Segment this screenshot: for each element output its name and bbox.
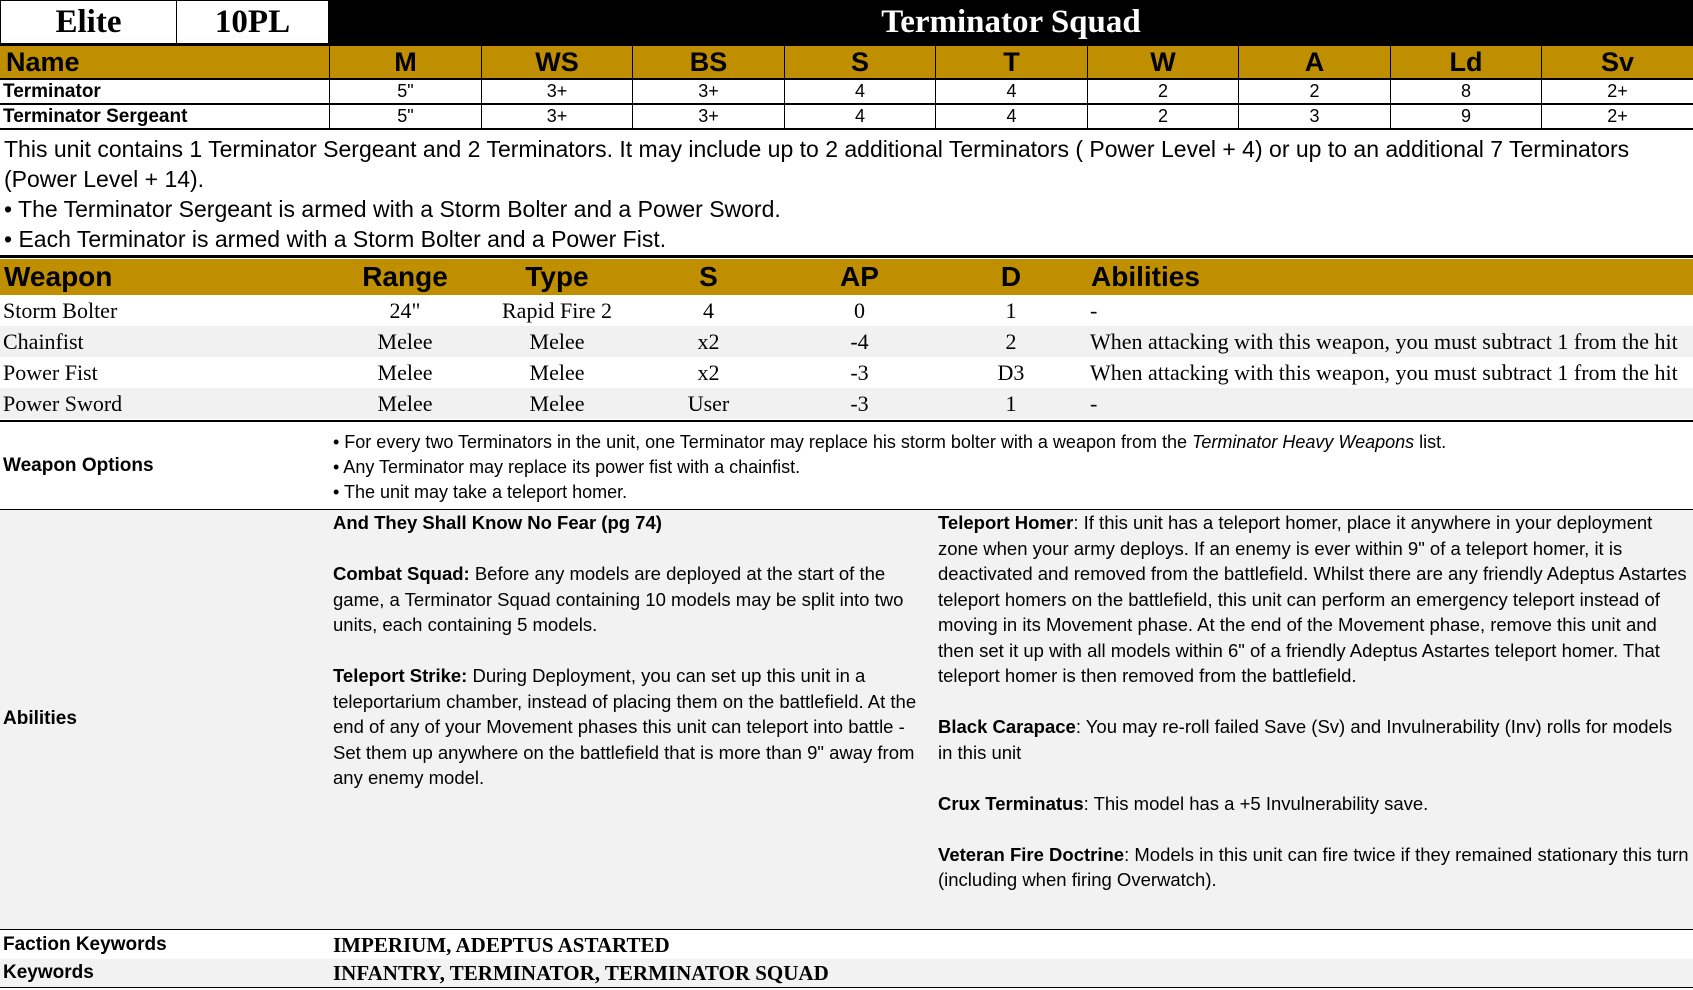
ability-entry: [938, 714, 1690, 765]
stat-cell: 3+: [481, 80, 632, 103]
ability-entry: [333, 561, 923, 638]
weapon-col-s: S: [699, 261, 718, 292]
composition-terminator-wargear: • Each Terminator is armed with a Storm Bolter and a Power Fist.: [4, 226, 667, 252]
stat-cell: 3: [1238, 105, 1390, 128]
weapon-col-ap: AP: [840, 261, 879, 292]
abilities-right-column: [938, 510, 1690, 918]
stat-cell: 2: [1087, 80, 1238, 103]
option-text: list.: [1419, 432, 1447, 452]
weapon-row-power-sword: [0, 388, 1693, 419]
weapon-cell: -: [1090, 390, 1098, 416]
ability-text: : You may re-roll failed Save (Sv) and Invulnerability (Inv) rolls for models in this unit: [938, 716, 1673, 763]
keywords-row: [0, 959, 1693, 988]
unit-composition: [0, 130, 1693, 258]
weapon-cell: Melee: [529, 359, 585, 385]
weapon-cell: 4: [703, 297, 714, 323]
weapon-col-name: Weapon: [4, 261, 113, 292]
weapon-cell: -3: [850, 390, 869, 416]
ability-entry: [333, 510, 923, 536]
ability-entry: [938, 791, 1690, 817]
weapon-table-header: [0, 259, 1693, 295]
faction-keywords-value: IMPERIUM, ADEPTUS ASTARTED: [333, 932, 670, 957]
ability-name: Black Carapace: [938, 716, 1076, 737]
ability-text: : If this unit has a teleport homer, place it anywhere in your deployment zone when your army deploys. If an enemy is ever within 9" of a teleport homer, it is deactivated and removed from the battlefield. Whilst there are any friendly Adeptus Astartes teleport homers on the battlefield, this unit can perform an emergency teleport instead of moving in its Movement phase. At the end of the Movement phase, remove this unit and then set it up with all models within 6" of a friendly Adeptus Astartes teleport homer. That teleport homer is then removed from the battlefield.: [938, 512, 1687, 686]
weapon-options-list: [333, 430, 1446, 505]
weapon-cell: 1: [1005, 390, 1017, 416]
stat-cell: 3+: [632, 80, 784, 103]
ability-entry: [938, 842, 1690, 893]
stat-cell: 5": [329, 80, 481, 103]
weapon-row-storm-bolter: [0, 295, 1693, 326]
weapon-cell: x2: [697, 359, 720, 385]
weapon-options-section: [0, 420, 1693, 510]
weapon-cell: Melee: [377, 328, 433, 354]
power-level: 10PL: [177, 0, 329, 44]
weapon-cell: 0: [854, 297, 865, 323]
stat-col-m: M: [329, 46, 481, 78]
weapon-options-label: Weapon Options: [3, 455, 154, 476]
stat-cell: 4: [784, 80, 935, 103]
stat-cell: 9: [1390, 105, 1541, 128]
stat-cell: Terminator: [3, 80, 101, 102]
weapon-cell: When attacking with this weapon, you must subtract 1 from the hit: [1090, 328, 1678, 354]
stat-cell: 2: [1087, 105, 1238, 128]
stat-cell: Terminator Sergeant: [3, 105, 188, 127]
weapon-cell: User: [687, 390, 730, 416]
stat-col-w: W: [1087, 46, 1238, 78]
composition-sergeant-wargear: • The Terminator Sergeant is armed with a Storm Bolter and a Power Sword.: [4, 196, 781, 222]
stat-col-sv: Sv: [1541, 46, 1693, 78]
weapon-cell: -: [1090, 297, 1098, 323]
faction-keywords-row: [0, 931, 1693, 959]
weapon-option-item: [333, 430, 1446, 455]
weapon-option-item: [333, 455, 1446, 480]
weapon-cell: Chainfist: [3, 328, 84, 354]
weapon-cell: Rapid Fire 2: [502, 297, 612, 323]
keywords-value: INFANTRY, TERMINATOR, TERMINATOR SQUAD: [333, 960, 829, 985]
weapon-cell: -4: [850, 328, 869, 354]
weapon-cell: D3: [997, 359, 1025, 385]
keywords-label: Keywords: [3, 962, 94, 983]
stat-col-s: S: [784, 46, 935, 78]
weapon-option-item: [333, 480, 1446, 505]
weapon-cell: When attacking with this weapon, you must subtract 1 from the hit: [1090, 359, 1678, 385]
abilities-section: [0, 510, 1693, 930]
ability-entry: [333, 663, 923, 791]
option-text: • For every two Terminators in the unit, one Terminator may replace his storm bolter with a weapon from the: [333, 432, 1193, 452]
unit-title: Terminator Squad: [329, 0, 1693, 44]
ability-name: Combat Squad:: [333, 563, 470, 584]
weapon-cell: Power Sword: [3, 390, 123, 416]
weapon-col-type: Type: [525, 261, 589, 292]
option-text: • Any Terminator may replace its power fist with a chainfist.: [333, 457, 801, 477]
weapon-cell: 24": [389, 297, 421, 323]
weapon-cell: 2: [1005, 328, 1017, 354]
stat-col-bs: BS: [632, 46, 784, 78]
stat-col-ws: WS: [481, 46, 632, 78]
ability-text: : Models in this unit can fire twice if they remained stationary this turn (including when firing Overwatch).: [938, 843, 1689, 890]
weapon-cell: Melee: [377, 390, 433, 416]
stat-col-t: T: [935, 46, 1087, 78]
weapon-cell: x2: [697, 328, 720, 354]
weapon-row-chainfist: [0, 326, 1693, 357]
composition-text: This unit contains 1 Terminator Sergeant and 2 Terminators. It may include up to 2 additional Terminators ( Power Level + 4) or up to an additional 7 Terminators (Power Level + 14).: [4, 136, 1630, 192]
weapon-cell: Storm Bolter: [3, 297, 118, 323]
abilities-label: Abilities: [3, 708, 77, 729]
weapon-col-d: D: [1000, 261, 1022, 292]
weapon-cell: -3: [850, 359, 869, 385]
option-text-italic: Terminator Heavy Weapons: [1192, 432, 1420, 452]
stat-cell: 2: [1238, 80, 1390, 103]
abilities-left-column: [333, 510, 923, 816]
stat-row-terminator-sergeant: [0, 105, 1693, 130]
stat-cell: 4: [784, 105, 935, 128]
ability-name: And They Shall Know No Fear (pg 74): [333, 512, 662, 533]
weapon-cell: Power Fist: [3, 359, 98, 385]
stat-cell: 2+: [1541, 80, 1693, 103]
weapon-col-range: Range: [362, 261, 448, 292]
weapon-cell: Melee: [529, 328, 585, 354]
faction-keywords-label: Faction Keywords: [3, 934, 167, 955]
ability-name: Crux Terminatus: [938, 792, 1084, 814]
stat-table-header: [0, 44, 1693, 80]
weapon-row-power-fist: [0, 357, 1693, 388]
weapon-cell: 1: [1005, 297, 1017, 323]
stat-cell: 4: [935, 80, 1087, 103]
stat-cell: 3+: [632, 105, 784, 128]
stat-col-name: Name: [6, 46, 80, 77]
ability-text: : This model has a +5 Invulnerability save.: [1083, 792, 1429, 814]
ability-name: Teleport Strike:: [333, 665, 468, 686]
stat-col-ld: Ld: [1390, 46, 1541, 78]
stat-row-terminator: [0, 80, 1693, 105]
weapon-cell: Melee: [377, 359, 433, 385]
ability-text: Before any models are deployed at the start of the game, a Terminator Squad containing 10 models may be split into two units, each containing 5 models.: [333, 563, 904, 635]
unit-role: Elite: [0, 0, 177, 44]
stat-cell: 8: [1390, 80, 1541, 103]
ability-name: Veteran Fire Doctrine: [938, 843, 1125, 865]
stat-cell: 2+: [1541, 105, 1693, 128]
ability-entry: [938, 510, 1690, 689]
ability-name: Teleport Homer: [938, 512, 1074, 533]
stat-cell: 5": [329, 105, 481, 128]
stat-cell: 3+: [481, 105, 632, 128]
weapon-cell: Melee: [529, 390, 585, 416]
ability-text: During Deployment, you can set up this unit in a teleportarium chamber, instead of placing them on the battlefield. At the end of any of your Movement phases this unit can teleport into battle - Set them up anywhere on the battlefield that is more than 9" away from any enemy model.: [333, 665, 917, 788]
weapon-col-abilities: Abilities: [1091, 261, 1200, 292]
stat-cell: 4: [935, 105, 1087, 128]
option-text: • The unit may take a teleport homer.: [333, 482, 628, 502]
stat-col-a: A: [1238, 46, 1390, 78]
